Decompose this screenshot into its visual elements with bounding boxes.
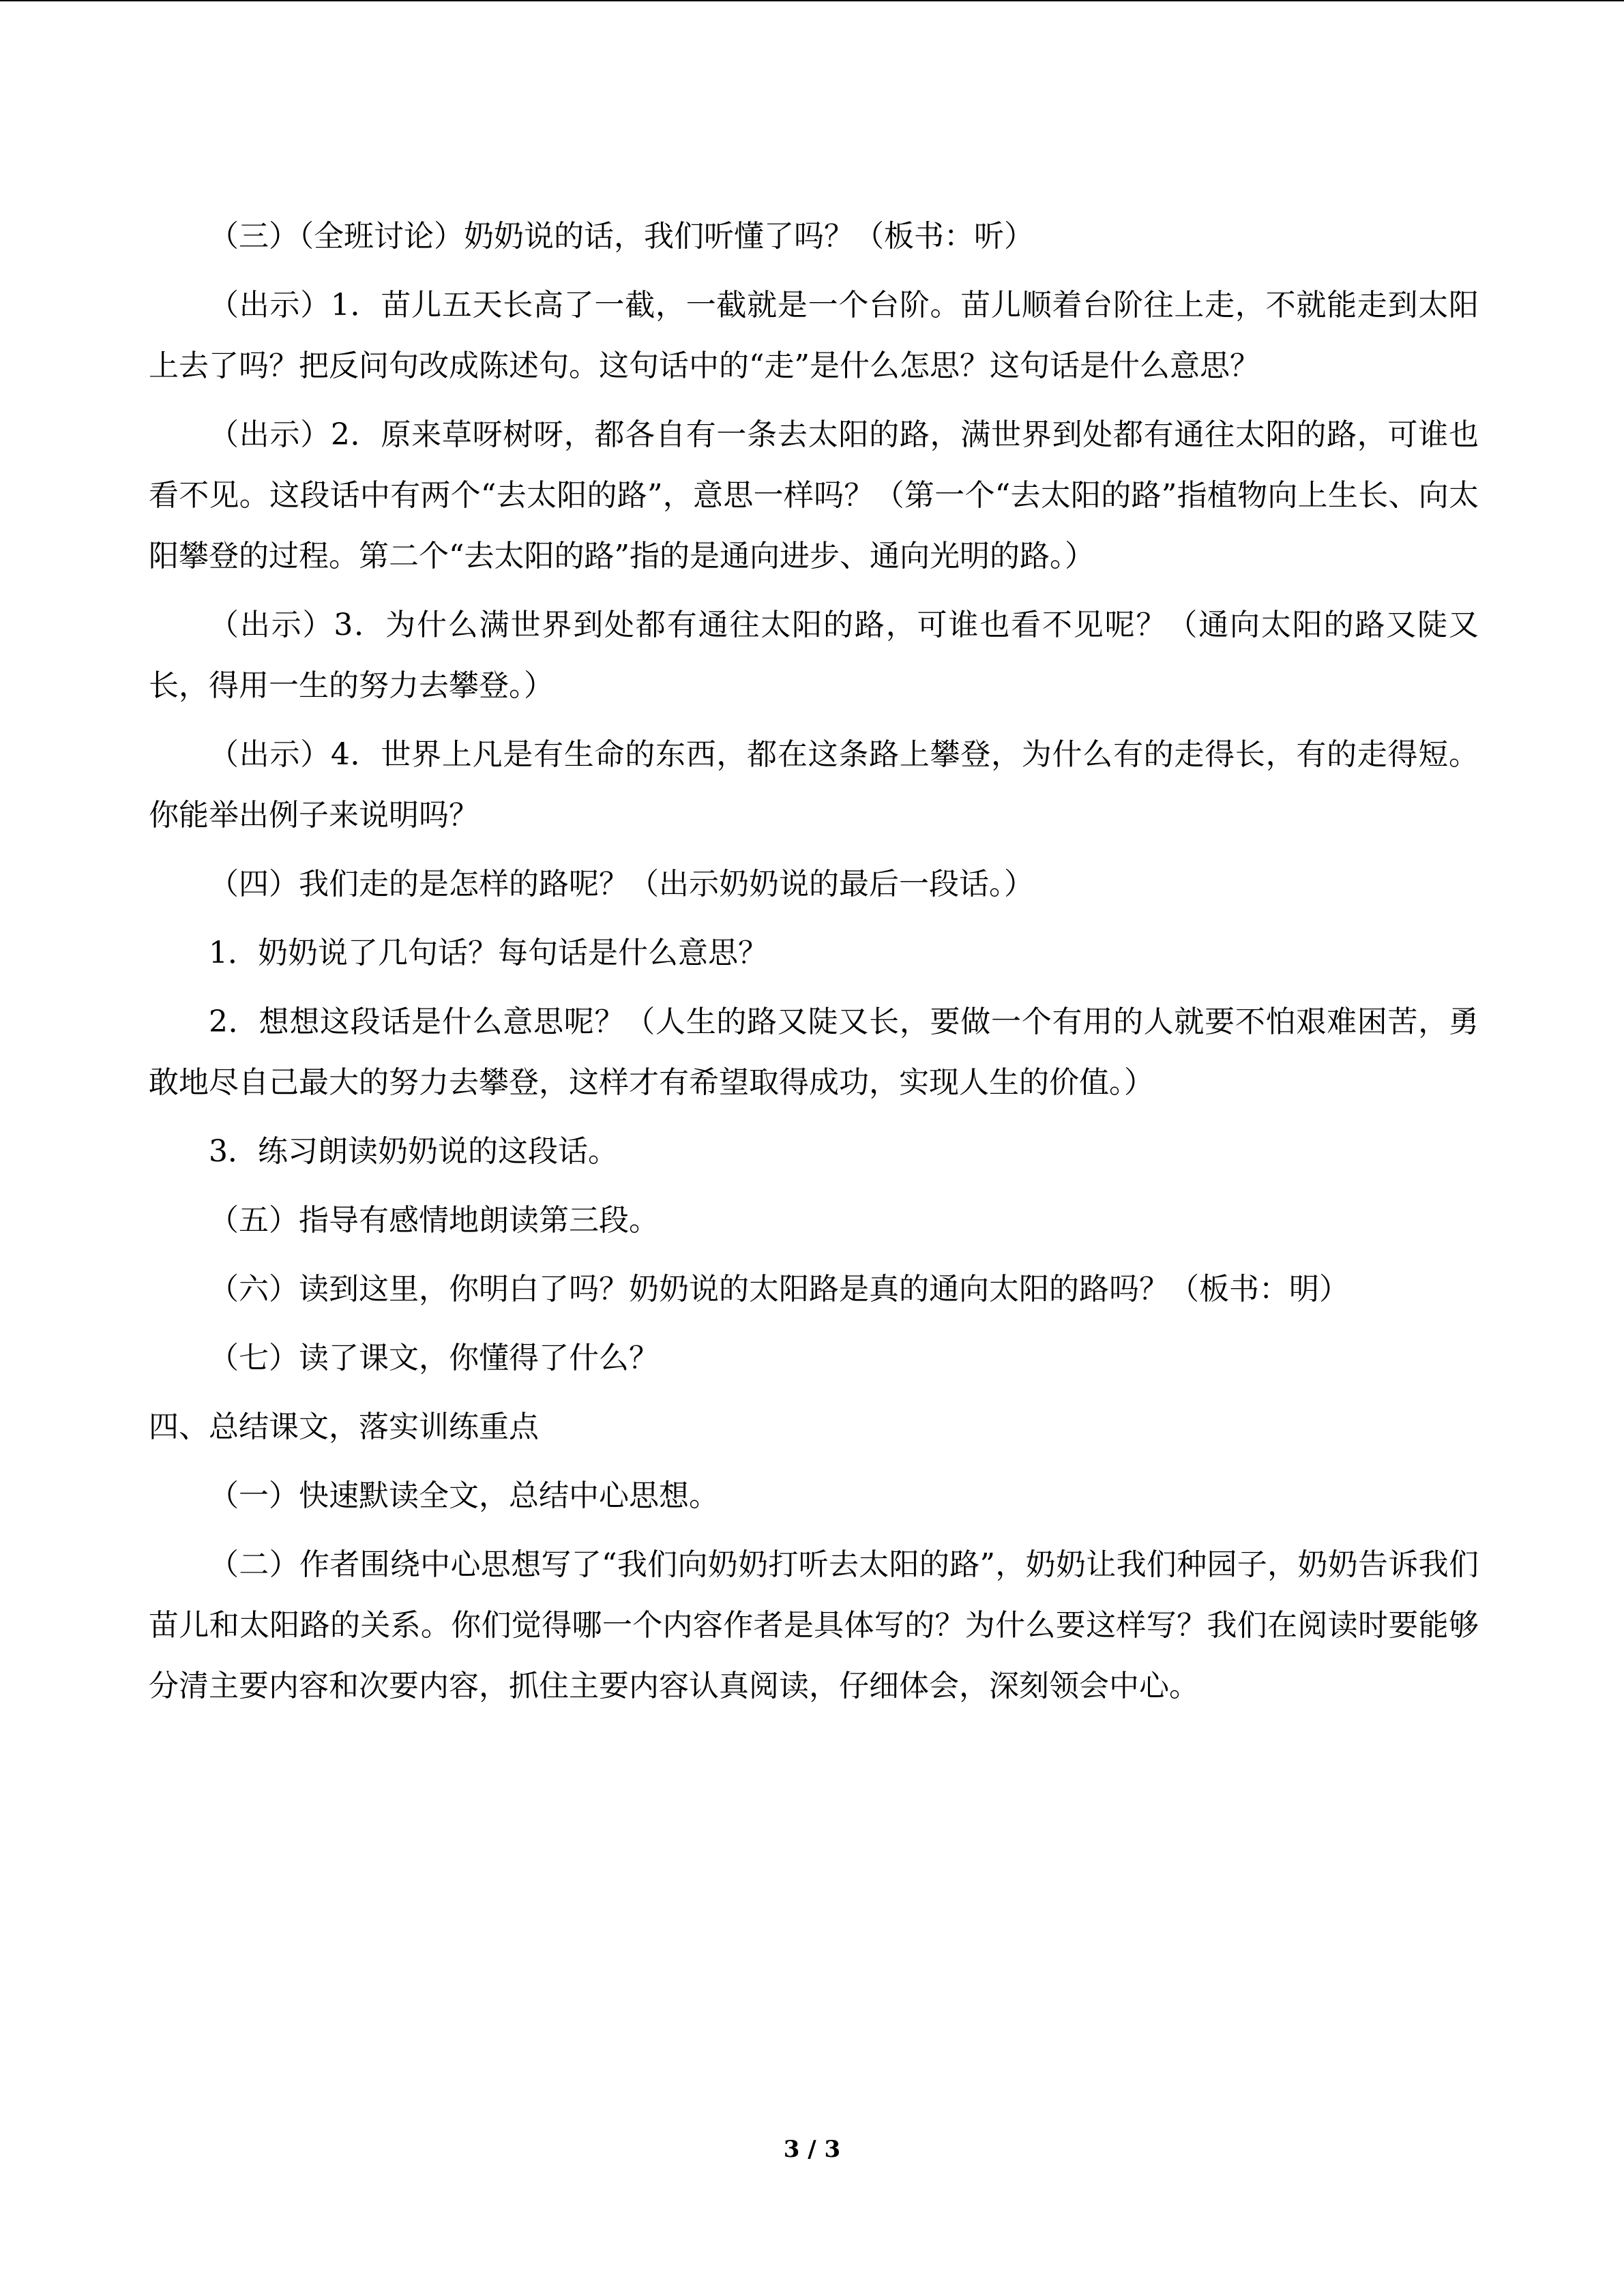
section-heading: 四、总结课文，落实训练重点: [149, 1410, 539, 1444]
paragraph-7: 1．奶奶说了几句话？每句话是什么意思？: [209, 936, 768, 970]
page-number: 3 / 3: [783, 2136, 841, 2163]
paragraph-5: （出示）4．世界上凡是有生命的东西，都在这条路上攀登，为什么有的走得长，有的走得短。你能举出例子来说明吗？: [149, 737, 1479, 833]
paragraph-1: （三）（全班讨论）奶奶说的话，我们听懂了吗？（板书：听）: [209, 219, 1034, 254]
paragraph-3: （出示）2．原来草呀树呀，都各自有一条去太阳的路，满世界到处都有通往太阳的路，可谁也看不见。这段话中有两个“去太阳的路”，意思一样吗？（第一个“去太阳的路”指植物向上生长、向太阳攀登的过程。第二个“去太阳的路”指的是通向进步、通向光明的路。）: [149, 417, 1479, 573]
paragraph-11: （六）读到这里，你明白了吗？奶奶说的太阳路是真的通向太阳的路吗？（板书：明）: [209, 1272, 1349, 1307]
paragraph-10: （五）指导有感情地朗读第三段。: [209, 1203, 659, 1238]
paragraph-6: （四）我们走的是怎样的路呢？（出示奶奶说的最后一段话。）: [209, 867, 1034, 901]
paragraph-9: 3．练习朗读奶奶说的这段话。: [209, 1134, 618, 1169]
paragraph-4: （出示）3．为什么满世界到处都有通往太阳的路，可谁也看不见呢？（通向太阳的路又陡又长，得用一生的努力去攀登。）: [149, 608, 1479, 703]
paragraph-14: （一）快速默读全文，总结中心思想。: [209, 1478, 719, 1513]
paragraph-12: （七）读了课文，你懂得了什么？: [209, 1341, 659, 1375]
document-body: [149, 206, 1479, 1725]
paragraph-15: （二）作者围绕中心思想写了“我们向奶奶打听去太阳的路”，奶奶让我们种园子，奶奶告诉我们苗儿和太阳路的关系。你们觉得哪一个内容作者是具体写的？为什么要这样写？我们在阅读时要能够分清主要内容和次要内容，抓住主要内容认真阅读，仔细体会，深刻领会中心。: [149, 1547, 1479, 1703]
paragraph-2: （出示）1．苗儿五天长高了一截，一截就是一个台阶。苗儿顺着台阶往上走，不就能走到太阳上去了吗？把反问句改成陈述句。这句话中的“走”是什么怎思？这句话是什么意思？: [149, 288, 1479, 383]
paragraph-8: 2．想想这段话是什么意思呢？（人生的路又陡又长，要做一个有用的人就要不怕艰难困苦，勇敢地尽自己最大的努力去攀登，这样才有希望取得成功，实现人生的价值。）: [149, 1004, 1479, 1100]
